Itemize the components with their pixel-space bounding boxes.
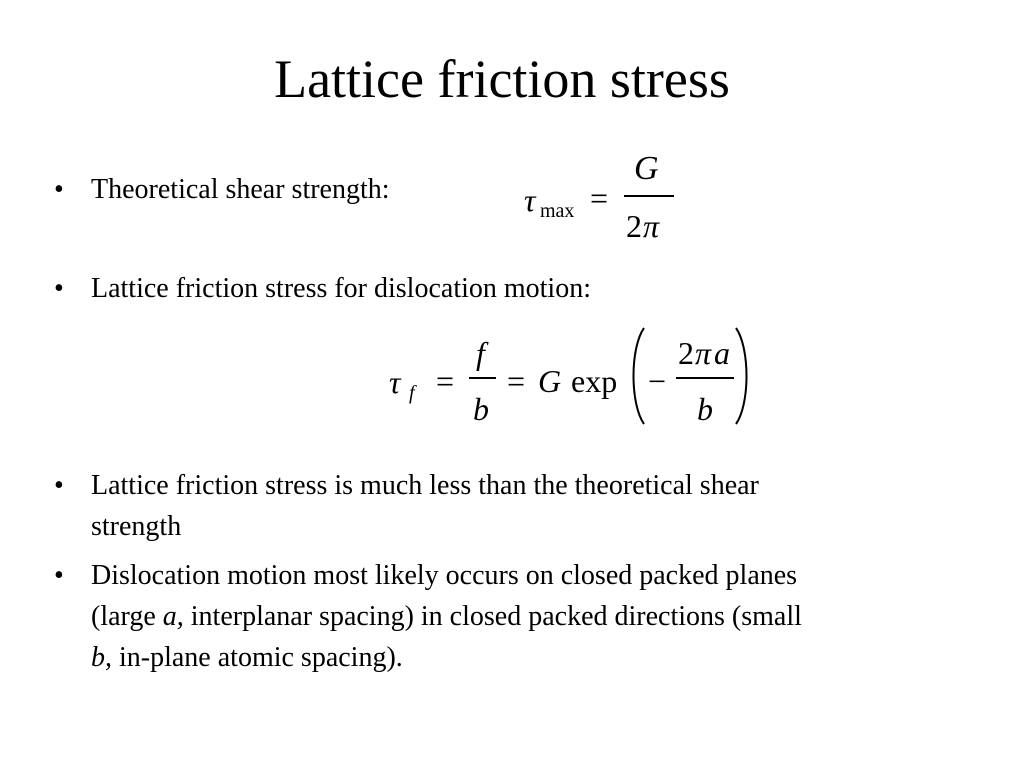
eq2-frac1-bar xyxy=(469,377,496,379)
bullet-theoretical-shear-strength: Theoretical shear strength: xyxy=(91,174,390,205)
var-a: a, xyxy=(162,601,184,632)
bullet-lattice-friction-motion: Lattice friction stress for dislocation motion: xyxy=(91,273,591,304)
eq2-frac1-numerator-f: f xyxy=(476,335,485,371)
bullet-comparison-line-1: Lattice friction stress is much less than the theoretical shear xyxy=(91,470,759,501)
eq1-equals: = xyxy=(590,180,609,216)
left-paren-icon xyxy=(624,326,648,426)
bullet-marker: • xyxy=(54,273,64,304)
eq2-frac1-denominator-b: b xyxy=(473,391,489,427)
bullet-slip-planes-line-2 xyxy=(91,603,802,631)
line2-suffix: interplanar spacing) in closed packed directions (small xyxy=(183,601,802,632)
eq2-frac2-bar xyxy=(676,377,734,379)
eq2-equals-1: = xyxy=(436,363,455,399)
eq2-frac2-denominator-b: b xyxy=(697,391,713,427)
eq2-exp: exp xyxy=(571,363,618,399)
line3-suffix: in-plane atomic spacing). xyxy=(112,642,403,673)
bullet-slip-planes-line-3 xyxy=(91,644,403,672)
eq2-subscript-f: f xyxy=(409,382,415,404)
line2-prefix: (large xyxy=(91,601,163,632)
bullet-comparison-line-2: strength xyxy=(91,511,182,542)
eq1-fraction-bar xyxy=(624,195,674,197)
right-paren-icon xyxy=(732,326,756,426)
eq2-frac2-numerator-pi: π xyxy=(695,335,712,371)
bullet-slip-planes-line-1: Dislocation motion most likely occurs on closed packed planes xyxy=(91,560,798,591)
eq2-frac2-numerator-two: 2 xyxy=(678,335,694,371)
slide-title: Lattice friction stress xyxy=(274,49,730,109)
var-b: b, xyxy=(91,642,112,673)
eq1-numerator-g: G xyxy=(634,150,659,187)
eq2-minus: − xyxy=(648,363,667,399)
bullet-marker: • xyxy=(54,470,64,501)
eq1-denominator-two: 2 xyxy=(626,208,642,244)
eq2-equals-2: = xyxy=(507,363,526,399)
eq2-tau: τ xyxy=(389,364,401,400)
eq2-g: G xyxy=(538,363,562,399)
eq1-subscript-max: max xyxy=(540,200,575,222)
eq2-frac2-numerator-a: a xyxy=(714,335,730,371)
bullet-marker: • xyxy=(54,560,64,591)
bullet-marker: • xyxy=(54,174,64,205)
eq1-denominator-pi: π xyxy=(643,208,660,244)
eq1-tau: τ xyxy=(524,182,536,218)
